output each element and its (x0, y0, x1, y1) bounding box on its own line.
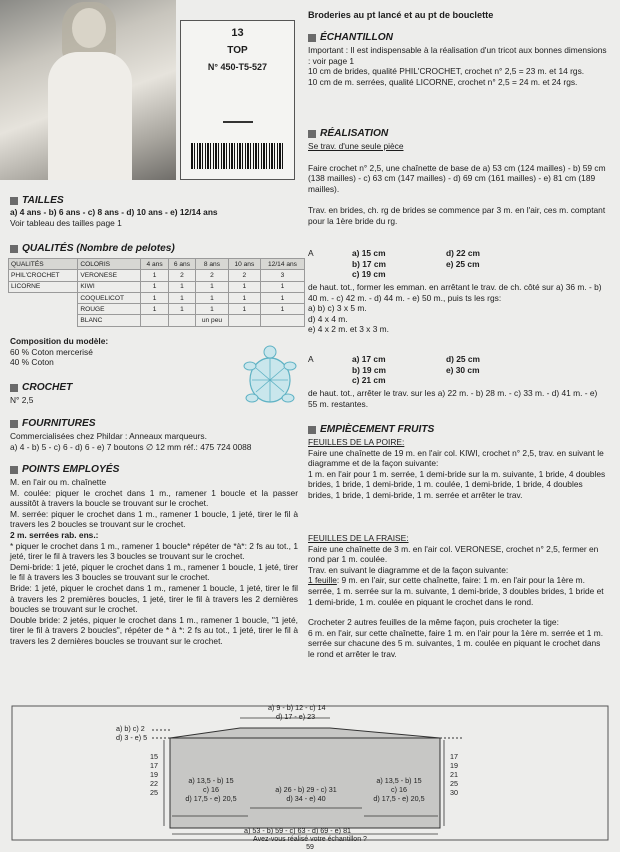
model-reference: N° 450-T5-527 (207, 62, 268, 72)
footer (0, 836, 620, 852)
fournitures-heading: FOURNITURES (10, 418, 96, 430)
realisation-subtitle: Se trav. d'une seule pièce (308, 141, 404, 151)
table-header-row: QUALITÉS COLORIS 4 ans 6 ans 8 ans 10 ans 12/14 ans (9, 259, 305, 270)
table-row: COQUELICOT 1 1 1 1 1 (9, 292, 305, 303)
table-row: PHIL'CROCHET VERONESE 1 2 2 2 3 (9, 270, 305, 281)
footer-question: Avez-vous réalisé votre échantillon ? (253, 836, 367, 843)
left-height-labels: 15 17 19 22 25 (150, 752, 158, 797)
empiecement-heading: EMPIÈCEMENT FRUITS (308, 424, 434, 436)
table-row: ROUGE 1 1 1 1 1 (9, 304, 305, 315)
model-photo (0, 0, 176, 180)
tailles-heading: TAILLES (10, 195, 64, 207)
fournitures-buttons: a) 4 - b) 5 - c) 6 - d) 6 - e) 7 boutons ∅ 12 mm réf.: 475 724 0088 (10, 441, 252, 452)
model-name: TOP (227, 45, 248, 56)
tailles-sizes: a) 4 ans - b) 6 ans - c) 8 ans - d) 10 ans - e) 12/14 ans (10, 207, 218, 217)
page-number: 59 (306, 844, 314, 851)
barcode (191, 143, 283, 169)
poire-title: FEUILLES DE LA POIRE: (308, 437, 405, 447)
points-heading: POINTS EMPLOYÉS (10, 464, 119, 476)
crochet-size: N° 2,5 (10, 395, 34, 405)
table-row: LICORNE KIWI 1 1 1 1 1 (9, 281, 305, 292)
echantillon-text: Important : Il est indispensable à la réalisation d'un tricot aux bonnes dimensions : voir page 1 10 cm de brides, qualité PHIL'CROCHET, crochet n° 2,5 = 23 m. et 14 rgs. 10 cm de m. serrées, qualité LICORNE, crochet n° 2,5 = 24 m. et 24 rgs. (308, 45, 607, 87)
crochet-heading: CROCHET (10, 382, 72, 394)
turtle-motif-icon (238, 340, 302, 414)
qualites-table (8, 258, 305, 327)
right-side-label: a) 13,5 - b) 15 c) 16 d) 17,5 - e) 20,5 (373, 776, 425, 803)
model-number: 13 (231, 27, 244, 39)
qualites-heading: QUALITÉS (Nombre de pelotes) (10, 243, 175, 255)
tailles-note: Voir tableau des tailles page 1 (10, 217, 122, 228)
arrow-icon (223, 121, 253, 123)
pattern-diagram: a) 9 - b) 12 - c) 14 d) 17 - e) 23 a) b) c) 2 d) 3 - e) 5 15 17 19 22 25 17 19 21 25 30 a) 13,5 - b) 15 c) 16 d) 17,5 - e) 20,5 a) 13,5 - b) 15 c) 16 d) 17,5 - e) 20,5 a) 26 - b) 29 - c) 31 d) 34 - e) 40 a) 53 - b) 59 - c) 63 - d) 69 - e) 81 (0, 704, 620, 844)
fraise-title: FEUILLES DE LA FRAISE: (308, 533, 409, 543)
broderies-title: Broderies au pt lancé et au pt de bouclette (308, 10, 494, 20)
fournitures-text: Commercialisées chez Phildar : Anneaux marqueurs. (10, 431, 207, 441)
composition: Composition du modèle: 60 % Coton mercerisé 40 % Coton (10, 336, 109, 368)
points-text: M. en l'air ou m. chaînette M. coulée: piquer le crochet dans 1 m., ramener 1 boucle et la passer aussitôt à travers la boucle se trouvant sur le crochet. M. serrée: piquer le crochet dans 1 m., ramener 1 boucle, 1 jeté, tirer le fil à travers les 2 boucles se trouvant sur le crochet. 2 m. serrées rab. ens.: * piquer le crochet dans 1 m., ramener 1 boucle* répéter de *à*: 2 fs au tot., 1 jeté, tirer le fil à travers les 3 boucles se trouvant sur le crochet. Demi-bride: 1 jeté, piquer le crochet dans 1 m., ramener 1 boucle, 1 jeté, tirer le fil à travers les 3 boucles se trouvant sur le crochet. Bride: 1 jeté, piquer le crochet dans 1 m., ramener 1 boucle, 1 jeté, tirer le fil à travers les 2 premières boucles, 1 jeté, tirer le fil à travers les 2 dernières boucles se trouvant sur le crochet. Double bride: 2 jetés, piquer le crochet dans 1 m., ramener 1 boucle, "1 jeté, tirer le fil à travers 2 boucles", répéter de * à *: 2 fs au tot., 1 jeté, tirer le fil à travers les 2 dernières boucles se trouvant sur le crochet. (10, 477, 298, 646)
realisation-heading: RÉALISATION (308, 128, 388, 140)
right-height-labels: 17 19 21 25 30 (450, 752, 458, 797)
table-row: BLANC un peu (9, 315, 305, 326)
left-side-label: a) 13,5 - b) 15 c) 16 d) 17,5 - e) 20,5 (185, 776, 237, 803)
echantillon-heading: ÉCHANTILLON (308, 32, 393, 44)
middle-label: a) 26 - b) 29 - c) 31 d) 34 - e) 40 (275, 785, 337, 803)
model-card (180, 20, 295, 180)
